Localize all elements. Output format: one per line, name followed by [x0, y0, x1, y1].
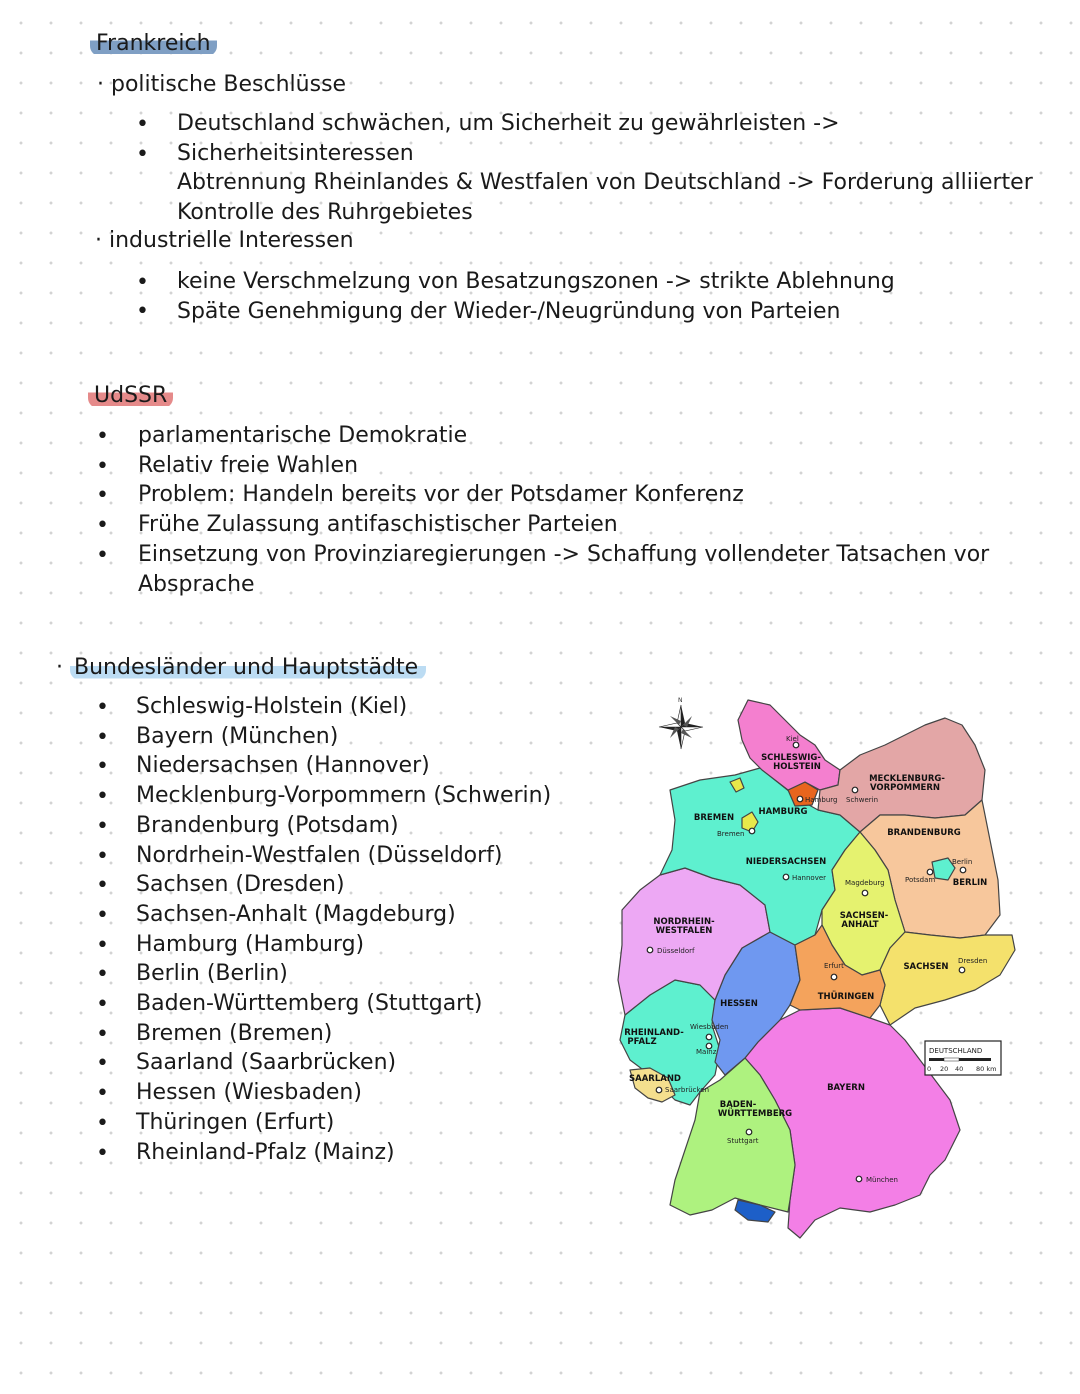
list-item: Mecklenburg-Vorpommern (Schwerin) [136, 783, 552, 809]
city-label: Dresden [958, 957, 988, 965]
list-item: Niedersachsen (Hannover) [136, 753, 430, 779]
frankreich-heading [90, 30, 217, 58]
city-marker [656, 1087, 662, 1093]
city-label: Potsdam [905, 876, 936, 884]
city-label: Hannover [792, 874, 827, 882]
state-label: SACHSEN [903, 962, 949, 972]
state-label: SAARLAND [629, 1074, 681, 1084]
list-item: Kontrolle des Ruhrgebietes [177, 200, 473, 226]
compass-north-label: N [678, 697, 683, 704]
state-label: WESTFALEN [655, 926, 713, 936]
city-marker [797, 796, 803, 802]
legend-title: DEUTSCHLAND [929, 1047, 983, 1055]
city-marker [793, 742, 799, 748]
udssr-title: UdSSR [88, 383, 173, 408]
state-label: RHEINLAND- [624, 1028, 684, 1038]
germany-map [612, 670, 1042, 1250]
state-label: SCHLESWIG- [761, 753, 821, 763]
bullet-dot: • [136, 112, 149, 137]
city-label: Berlin [952, 858, 973, 866]
list-item: Hamburg (Hamburg) [136, 931, 365, 957]
list-item: Sachsen (Dresden) [136, 872, 345, 898]
list-item: Deutschland schwächen, um Sicherheit zu gewährleisten -> Sicherheitsinteressen [177, 111, 840, 166]
bullet-dot: • [136, 142, 149, 167]
industrielle-interessen-label: · industrielle Interessen [95, 228, 354, 253]
state-label: SACHSEN- [839, 911, 889, 921]
list-item: Thüringen (Erfurt) [136, 1109, 335, 1135]
state-label: NIEDERSACHSEN [745, 857, 827, 867]
list-item: Bayern (München) [136, 723, 339, 749]
city-marker [856, 1176, 862, 1182]
list-item: Relativ freie Wahlen [138, 452, 359, 478]
frankreich-title: Frankreich [90, 31, 217, 56]
legend-scale-label: 0 [927, 1065, 932, 1073]
city-marker [960, 867, 966, 873]
state-label: WÜRTTEMBERG [717, 1109, 793, 1119]
list-item: parlamentarische Demokratie [138, 423, 468, 448]
state-label: BADEN- [719, 1100, 757, 1110]
list-item: Abtrennung Rheinlandes & Westfalen von Deutschland -> Forderung alliierter [177, 170, 1033, 196]
city-label: Magdeburg [845, 879, 885, 887]
list-item: Einsetzung von Provinziaregierungen -> Schaffung vollendeter Tatsachen vor [138, 541, 990, 567]
state-sachsen [880, 932, 1015, 1025]
state-label: BERLIN [952, 878, 988, 888]
city-label: Düsseldorf [657, 947, 695, 955]
city-label: Stuttgart [727, 1137, 759, 1145]
city-marker [852, 787, 858, 793]
bullet-dot: • [96, 513, 109, 538]
map-legend [925, 1041, 1001, 1075]
state-label: HAMBURG [758, 807, 808, 817]
city-marker [749, 828, 755, 834]
udssr-heading [88, 382, 173, 410]
city-label: Saarbrücken [665, 1086, 710, 1094]
list-item: Rheinland-Pfalz (Mainz) [136, 1139, 395, 1165]
state-label: BRANDENBURG [887, 828, 961, 838]
legend-scale-label: 80 km [976, 1065, 997, 1073]
state-label: HESSEN [720, 999, 758, 1009]
state-label: NORDRHEIN- [653, 917, 715, 927]
city-marker [927, 869, 933, 875]
city-marker [959, 967, 965, 973]
bullet-dot: • [136, 270, 149, 295]
list-item: Brandenburg (Potsdam) [136, 812, 399, 838]
city-label: München [866, 1176, 898, 1184]
list-item: Bremen (Bremen) [136, 1020, 333, 1046]
bullet-dot: • [96, 543, 109, 568]
list-item: Baden-Württemberg (Stuttgart) [136, 991, 483, 1017]
state-label: ANHALT [841, 920, 879, 930]
politische-label-text: politische Beschlüsse [111, 72, 347, 97]
list-item: keine Verschmelzung von Besatzungszonen -> strikte Ablehnung [177, 269, 895, 294]
city-label: Erfurt [824, 962, 844, 970]
city-label: Hamburg [805, 796, 838, 804]
list-item: Schleswig-Holstein (Kiel) [136, 694, 408, 719]
city-label: Kiel [786, 735, 799, 743]
politische-list [177, 109, 1077, 228]
industrielle-list [177, 267, 1057, 326]
industrielle-label-text: industrielle Interessen [109, 228, 354, 253]
state-label: BREMEN [693, 813, 735, 823]
list-item: Frühe Zulassung antifaschistischer Parteien [138, 512, 618, 538]
city-marker [706, 1034, 712, 1040]
legend-scale-label: 20 [940, 1065, 949, 1073]
state-label: THÜRINGEN [817, 992, 875, 1002]
list-item: Saarland (Saarbrücken) [136, 1050, 397, 1076]
state-label: HOLSTEIN [773, 762, 821, 772]
list-item: Nordrhein-Westfalen (Düsseldorf) [136, 842, 503, 868]
bundeslaender-bullets: • • • • • • • • • • • • • • • • [96, 695, 109, 1166]
legend-scale-label: 40 [955, 1065, 964, 1073]
city-marker [783, 874, 789, 880]
bundeslaender-list [136, 692, 606, 1167]
state-label: VORPOMMERN [869, 783, 941, 793]
city-label: Schwerin [846, 796, 879, 804]
bullet-dot: • [136, 299, 149, 324]
bullet-dot: • [96, 454, 109, 479]
udssr-list [138, 421, 1038, 599]
bundeslaender-title: Bundesländer und Hauptstädte [70, 655, 426, 680]
bullet-dot: • [96, 424, 109, 449]
politische-beschluesse-label: · politische Beschlüsse [97, 72, 347, 97]
city-marker [862, 890, 868, 896]
list-item: Hessen (Wiesbaden) [136, 1080, 362, 1106]
city-marker [746, 1129, 752, 1135]
compass-rose-icon [659, 705, 703, 749]
city-label: Wiesbaden [690, 1023, 729, 1031]
list-item: Berlin (Berlin) [136, 961, 288, 987]
city-marker [647, 947, 653, 953]
bullet-dot: • [96, 483, 109, 508]
city-label: Mainz [696, 1048, 717, 1056]
list-item: Problem: Handeln bereits vor der Potsdamer Konferenz [138, 482, 744, 508]
list-item: Sachsen-Anhalt (Magdeburg) [136, 901, 456, 927]
state-label: PFALZ [627, 1037, 657, 1047]
list-item: Absprache [138, 571, 255, 597]
list-item: Späte Genehmigung der Wieder-/Neugründung von Parteien [177, 298, 841, 324]
city-label: Bremen [717, 830, 745, 838]
bundeslaender-heading: · Bundesländer und Hauptstädte [56, 654, 426, 682]
state-label: BAYERN [827, 1083, 865, 1093]
state-label: MECKLENBURG- [869, 774, 945, 784]
city-marker [831, 974, 837, 980]
